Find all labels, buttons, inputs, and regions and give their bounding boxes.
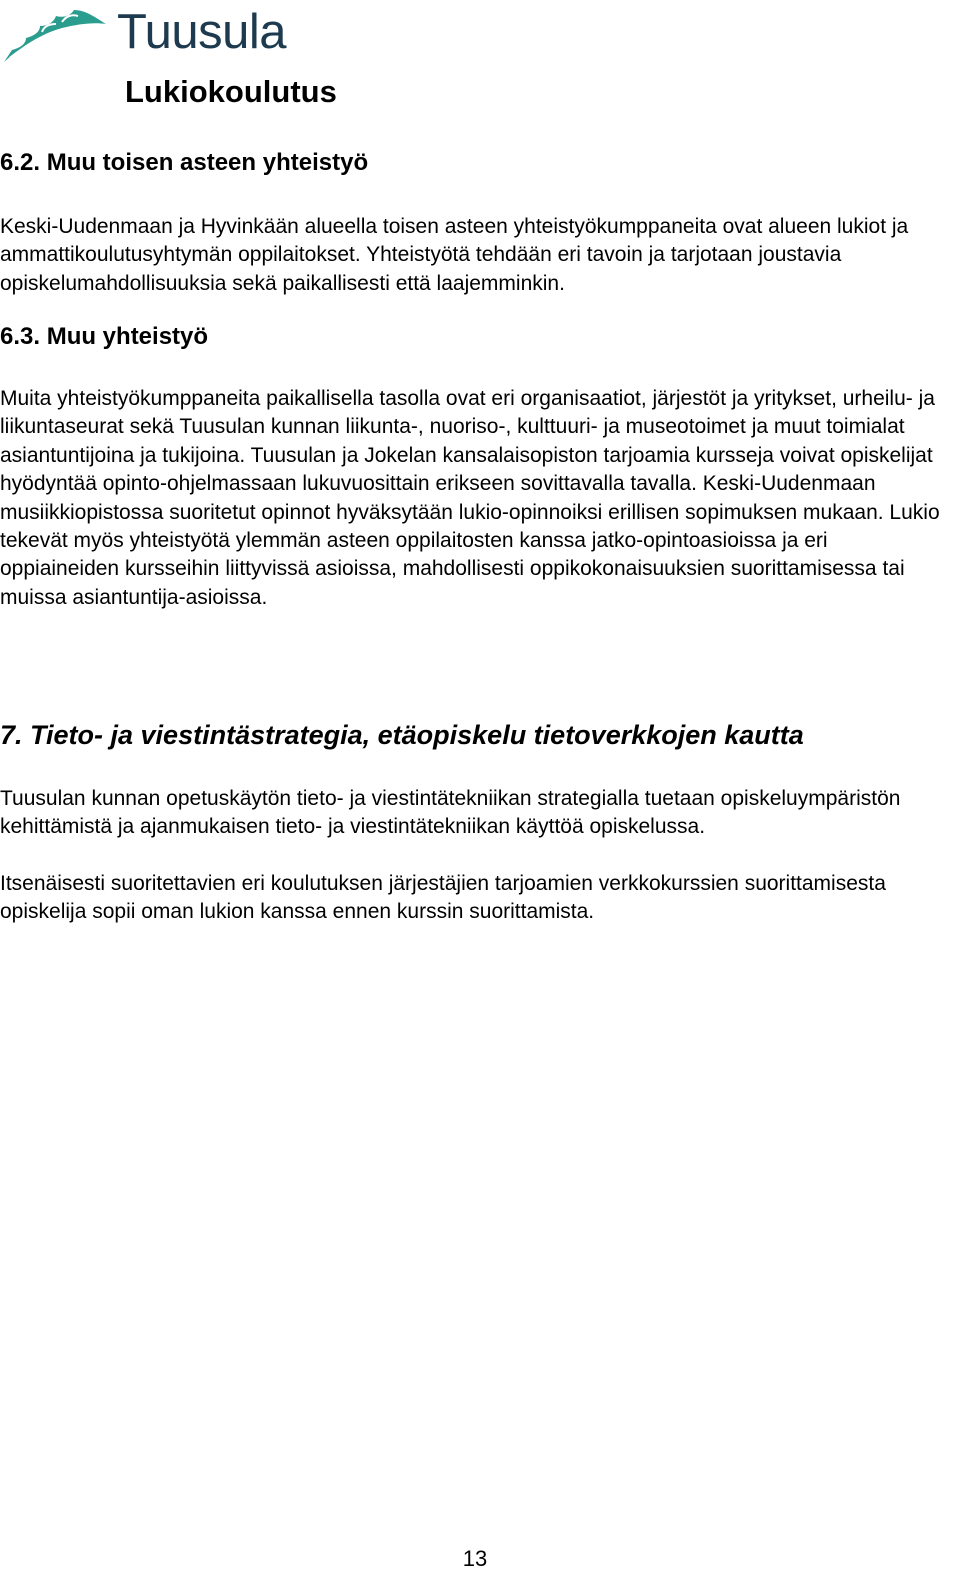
section-7-heading: 7. Tieto- ja viestintästrategia, etäopiskelu tietoverkkojen kautta [0, 720, 804, 750]
section-7-paragraph-1: Tuusulan kunnan opetuskäytön tieto- ja viestintätekniikan strategialla tuetaan opiskeluympäristön kehittämistä ja ajanmukaisen tieto- ja viestintätekniikan käyttöä opiskelussa. [0, 787, 901, 839]
tuusula-logo [0, 0, 320, 70]
section-7-paragraph-2: Itsenäisesti suoritettavien eri koulutuksen järjestäjien tarjoamien verkkokurssien suorittamisesta opiskelija sopii oman lukion kanssa ennen kurssin suorittamista. [0, 872, 886, 924]
section-6-2-paragraph: Keski-Uudenmaan ja Hyvinkään alueella toisen asteen yhteistyökumppaneita ovat alueen lukiot ja ammattikoulutusyhtymän oppilaitokset. Yhteistyötä tehdään eri tavoin ja tarjotaan joustavia opiskelumahdollisuuksia sekä paikallisesti että laajemminkin. [0, 215, 909, 295]
section-6-3-paragraph: Muita yhteistyökumppaneita paikallisella tasolla ovat eri organisaatiot, järjestöt ja yritykset, urheilu- ja liikuntaseurat sekä Tuusulan kunnan liikunta-, nuoriso-, kulttuuri- ja museotoimet ja muut toimialat asiantuntijoina ja tukijoina. Tuusulan ja Jokelan kansalaisopiston tarjoamia kursseja voivat opiskelijat hyödyntää opinto-ohjelmassaan lukuvuosittain erikseen sovittavalla tavalla. Keski-Uudenmaan musiikkiopistossa suoritetut opinnot hyväksytään lukio-opinnoiksi erillisen sopimuksen mukaan. Lukio tekevät myös yhteistyötä ylemmän asteen oppilaitosten kanssa jatko-opintoasioissa ja eri oppiaineiden kursseihin liittyvissä asioissa, mahdollisesti oppikokonaisuuksien suorittamisessa tai muissa asiantuntija-asioissa. [0, 387, 940, 609]
section-6-2-heading: 6.2. Muu toisen asteen yhteistyö [0, 149, 369, 176]
page-number: 13 [462, 1546, 488, 1571]
document-subtitle: Lukiokoulutus [125, 74, 337, 109]
logo-wordmark: Tuusula [117, 5, 287, 59]
oak-leaf-icon [0, 4, 112, 68]
section-6-3-heading: 6.3. Muu yhteistyö [0, 323, 209, 350]
